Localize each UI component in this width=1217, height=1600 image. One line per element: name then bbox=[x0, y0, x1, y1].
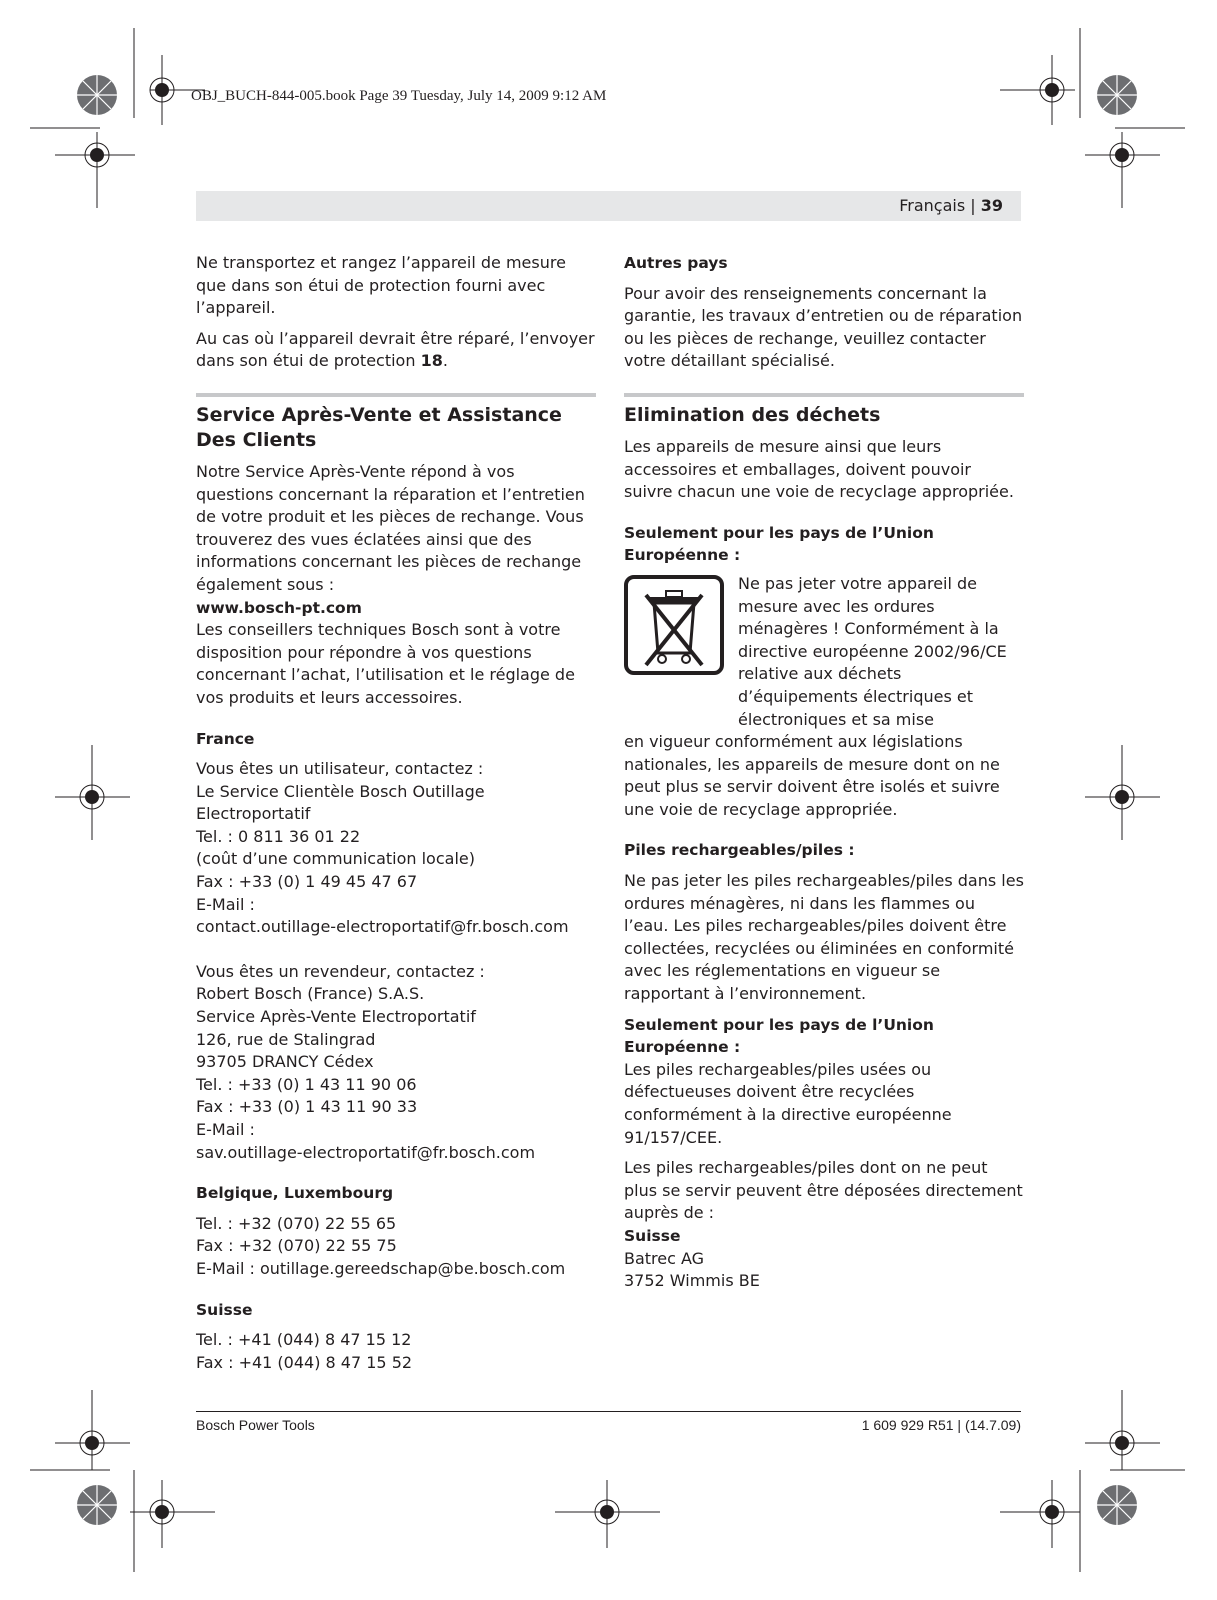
contact-line: Vous êtes un utilisateur, contactez : bbox=[196, 759, 484, 779]
weee-block bbox=[624, 573, 1024, 731]
page-header-bar bbox=[196, 191, 1021, 221]
page-header bbox=[899, 196, 1003, 215]
weee-side-text: Ne pas jeter votre appareil de mesure avec les ordures ménagères ! Conformément à la directive européenne 2002/96/CE relative aux déchets d’équipements électriques et électroniques et sa mise bbox=[738, 573, 1007, 729]
elimination-paragraph: Les appareils de mesure ainsi que leurs accessoires et emballages, doivent pouvoir suivre chacun une voie de recyclage appropriée. bbox=[624, 436, 1014, 502]
footer-document-code: 1 609 929 R51 | (14.7.09) bbox=[861, 1417, 1021, 1433]
contact-line: 93705 DRANCY Cédex bbox=[196, 1052, 374, 1072]
france-heading: France bbox=[196, 729, 255, 748]
contact-line: Fax : +33 (0) 1 43 11 90 33 bbox=[196, 1097, 418, 1117]
contact-line: Robert Bosch (France) S.A.S. bbox=[196, 984, 425, 1004]
france-user-contact bbox=[196, 758, 596, 939]
address-line: 3752 Wimmis BE bbox=[624, 1271, 760, 1291]
transport-paragraph: Ne transportez et rangez l’appareil de mesure que dans son étui de protection fourni avec l’appareil. bbox=[196, 253, 566, 318]
contact-line: Service Après-Vente Electroportatif bbox=[196, 1007, 476, 1027]
email-link[interactable]: sav.outillage-electroportatif@fr.bosch.com bbox=[196, 1142, 536, 1162]
right-column bbox=[624, 252, 1024, 1293]
footer-brand: Bosch Power Tools bbox=[196, 1417, 315, 1433]
section-rule bbox=[624, 393, 1024, 397]
email-line[interactable]: E-Mail : outillage.gereedschap@be.bosch.com bbox=[196, 1258, 566, 1278]
autres-pays-heading: Autres pays bbox=[624, 254, 728, 272]
belgium-heading: Belgique, Luxembourg bbox=[196, 1184, 394, 1203]
crossed-out-wheelie-bin-icon bbox=[624, 575, 724, 675]
left-column bbox=[196, 252, 596, 1374]
part-reference: 18 bbox=[420, 351, 443, 371]
section-rule bbox=[196, 393, 596, 397]
section-title-elimination: Elimination des déchets bbox=[624, 403, 881, 426]
repair-paragraph bbox=[196, 328, 596, 373]
service-paragraph: Notre Service Après-Vente répond à vos questions concernant la réparation et l’entretien de votre produit et les pièces de rechange. Vous trouverez des vues éclatées ainsi que des informations concernant les pièces de rechange également sous : bbox=[196, 461, 585, 594]
email-link[interactable]: contact.outillage-electroportatif@fr.bosch.com bbox=[196, 917, 569, 937]
contact-line: 126, rue de Stalingrad bbox=[196, 1029, 376, 1049]
contact-line: Tel. : +32 (070) 22 55 65 bbox=[196, 1213, 397, 1233]
contact-line: (coût d’une communication locale) bbox=[196, 849, 475, 869]
batteries-heading: Piles rechargeables/piles : bbox=[624, 841, 855, 860]
weee-continued-text: en vigueur conformément aux législations nationales, les appareils de mesure dont on ne peut plus se servir doivent être isolés et suivre une voie de recyclage appropriée. bbox=[624, 732, 1000, 819]
eu-heading: Seulement pour les pays de l’Union Européenne : bbox=[624, 523, 934, 565]
repair-text-end: . bbox=[442, 351, 448, 371]
contact-line: Fax : +41 (044) 8 47 15 52 bbox=[196, 1352, 413, 1372]
book-info-line: OBJ_BUCH-844-005.book Page 39 Tuesday, July 14, 2009 9:12 AM bbox=[191, 88, 607, 104]
page-number: 39 bbox=[980, 196, 1003, 215]
address-line: Batrec AG bbox=[624, 1248, 705, 1268]
eu-batteries-paragraph: Les piles rechargeables/piles usées ou défectueuses doivent être recyclées conformément à la directive européenne 91/157/CEE. bbox=[624, 1059, 952, 1147]
france-dealer-contact bbox=[196, 961, 596, 1164]
contact-line: Fax : +32 (070) 22 55 75 bbox=[196, 1236, 397, 1256]
eu-heading-2: Seulement pour les pays de l’Union Européenne : bbox=[624, 1015, 934, 1057]
header-separator: | bbox=[970, 196, 976, 215]
contact-line: E-Mail : bbox=[196, 1120, 255, 1139]
contact-line: Tel. : +33 (0) 1 43 11 90 06 bbox=[196, 1074, 417, 1094]
contact-line: Le Service Clientèle Bosch Outillage Electroportatif bbox=[196, 781, 485, 824]
repair-text: Au cas où l’appareil devrait être réparé, l’envoyer dans son étui de protection bbox=[196, 328, 595, 371]
contact-line: Tel. : 0 811 36 01 22 bbox=[196, 826, 361, 846]
contact-line: Tel. : +41 (044) 8 47 15 12 bbox=[196, 1330, 412, 1350]
deposit-paragraph: Les piles rechargeables/piles dont on ne peut plus se servir peuvent être déposées directement auprès de : bbox=[624, 1158, 1023, 1223]
section-title-service: Service Après-Vente et Assistance Des Clients bbox=[196, 403, 562, 451]
website-link[interactable]: www.bosch-pt.com bbox=[196, 598, 362, 617]
footer-rule bbox=[196, 1411, 1021, 1412]
contact-line: Vous êtes un revendeur, contactez : bbox=[196, 961, 485, 981]
header-language: Français bbox=[899, 196, 966, 215]
suisse-heading-right: Suisse bbox=[624, 1226, 681, 1245]
contact-line: Fax : +33 (0) 1 49 45 47 67 bbox=[196, 872, 418, 892]
contact-line: E-Mail : bbox=[196, 894, 255, 914]
batteries-paragraph: Ne pas jeter les piles rechargeables/piles dans les ordures ménagères, ni dans les flammes ou l’eau. Les piles rechargeables/piles doivent être collectées, recyclées ou éliminées en conformité avec les réglementations en vigueur se rapportant à l’environnement. bbox=[624, 871, 1024, 1004]
suisse-heading: Suisse bbox=[196, 1300, 253, 1319]
belgium-contact bbox=[196, 1213, 596, 1281]
advisors-paragraph: Les conseillers techniques Bosch sont à votre disposition pour répondre à vos questions concernant l’achat, l’utilisation et le réglage de vos produits et leurs accessoires. bbox=[196, 620, 575, 707]
autres-pays-paragraph: Pour avoir des renseignements concernant la garantie, les travaux d’entretien ou de réparation ou les pièces de rechange, veuillez contacter votre détaillant spécialisé. bbox=[624, 283, 1023, 371]
suisse-contact bbox=[196, 1329, 596, 1374]
